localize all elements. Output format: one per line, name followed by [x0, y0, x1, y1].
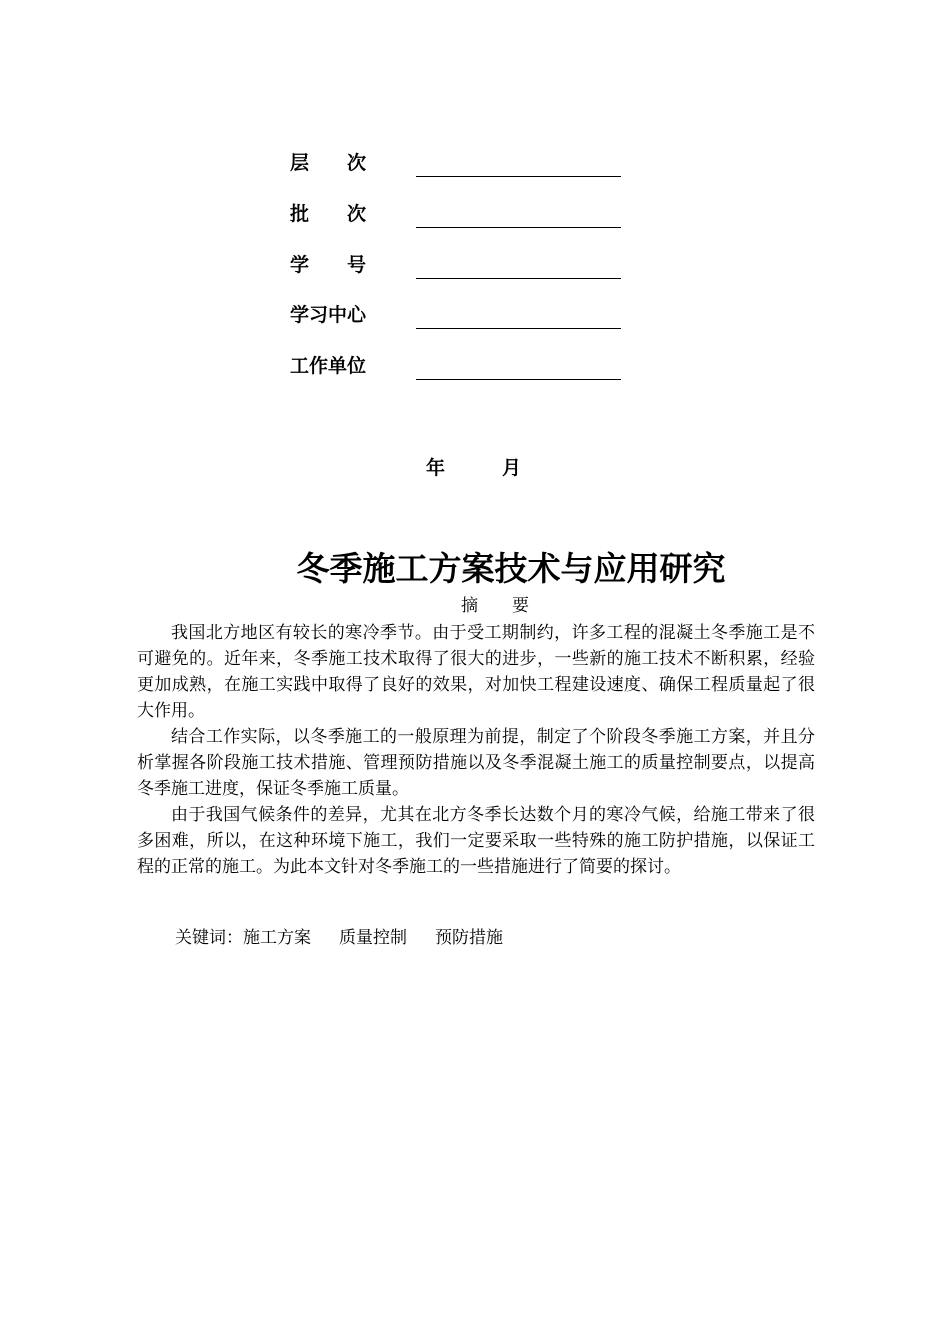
abstract-paragraph: 由于我国气候条件的差异，尤其在北方冬季长达数个月的寒冷气候，给施工带来了很多困难，所以，在这种环境下施工，我们一定要采取一些特殊的施工防护措施，以保证工程的正常的施工。为此本文针对冬季施工的一些措施进行了简要的探讨。: [137, 805, 815, 877]
keywords-label: 关键词：: [175, 928, 243, 948]
field-label-study-center: 学习中心: [290, 304, 367, 326]
field-label-student-id: 学 号: [290, 254, 367, 276]
date-year-label: 年: [426, 457, 446, 479]
abstract-paragraph: 结合工作实际，以冬季施工的一般原理为前提，制定了个阶段冬季施工方案，并且分析掌握各阶段施工技术措施、管理预防措施以及冬季混凝土施工的质量控制要点，以提高冬季施工进度，保证冬季施工质量。: [137, 727, 815, 799]
field-underline-work-unit: [416, 379, 621, 380]
document-title: 冬季施工方案技术与应用研究: [296, 549, 726, 588]
keyword-item: 质量控制: [339, 928, 407, 948]
field-underline-student-id: [416, 278, 621, 279]
abstract-heading: 摘 要: [461, 596, 529, 616]
keywords-line: [175, 925, 503, 951]
field-underline-level: [416, 176, 621, 177]
field-label-work-unit: 工作单位: [290, 355, 367, 377]
field-underline-study-center: [416, 328, 621, 329]
date-month-label: 月: [502, 457, 522, 479]
keyword-item: 预防措施: [435, 928, 503, 948]
field-label-batch: 批 次: [290, 203, 367, 225]
field-underline-batch: [416, 227, 621, 228]
abstract-paragraph: 我国北方地区有较长的寒冷季节。由于受工期制约，许多工程的混凝土冬季施工是不可避免的。近年来，冬季施工技术取得了很大的进步，一些新的施工技术不断积累，经验更加成熟，在施工实践中取得了良好的效果，对加快工程建设速度、确保工程质量起了很大作用。: [137, 623, 815, 721]
abstract-body: [137, 620, 815, 880]
field-label-level: 层 次: [290, 152, 367, 174]
keyword-item: 施工方案: [243, 928, 311, 948]
